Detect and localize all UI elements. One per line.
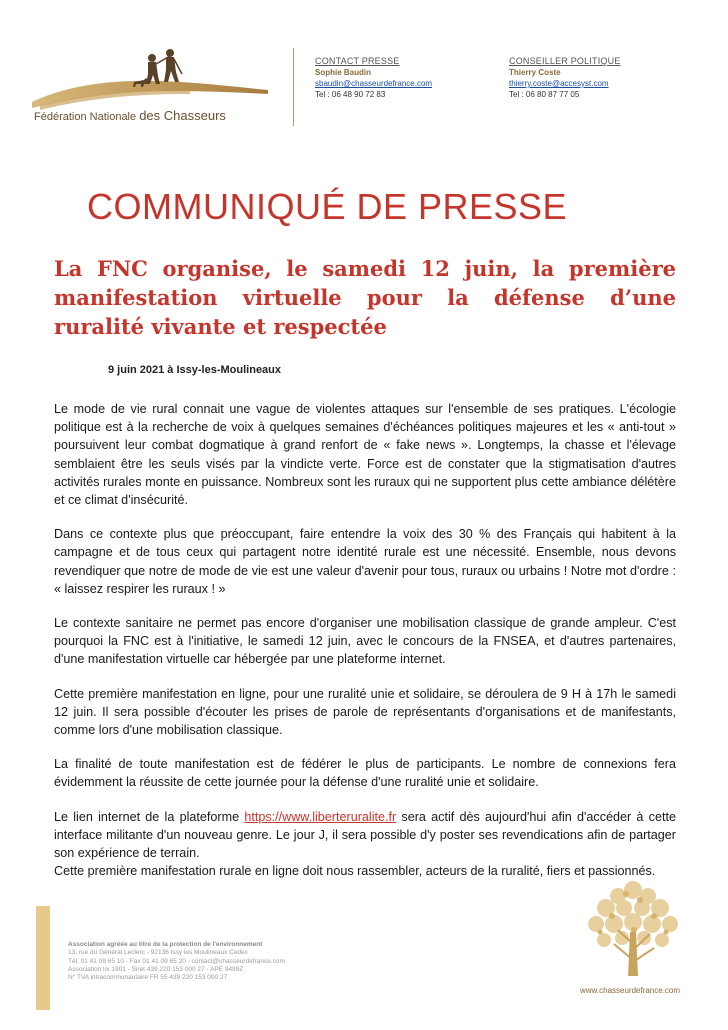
- headline: La FNC organise, le samedi 12 juin, la première manifestation virtuelle pour la défense d’une ruralité vivante et respectée: [54, 256, 676, 339]
- political-advisor-phone: Tel : 06 80 87 77 05: [509, 90, 580, 99]
- tree-emblem-icon: [574, 872, 692, 984]
- paragraph: Le mode de vie rural connait une vague de violentes attaques sur l'ensemble de ses pratiques. L'écologie politique est à la recherche de voix à quelques semaines d'échéances politiques majeures et les « anti-tout » poursuivent leur combat dogmatique à grand renfort de « fake news ». Longtemps, la chasse et l'élevage semblaient être les seuls visés par la vindicte verte. Force est de constater que la stigmatisation d'autres activités rurales monte en puissance. Nombreux sont les ruraux qui ne supportent plus cette ambiance délétère et ce climat d'insécurité.: [54, 402, 676, 508]
- paragraph: Le contexte sanitaire ne permet pas encore d'organiser une mobilisation classique de grande ampleur. C'est pourquoi la FNC est à l'initiative, le samedi 12 juin, avec le concours de la FNSEA, et d'autres partenaires, d'une manifestation virtuelle car hébergée par une plateforme internet.: [54, 616, 676, 667]
- political-advisor-email-link[interactable]: thierry.coste@accesyst.com: [509, 79, 609, 88]
- organization-name-main: des Chasseurs: [139, 108, 226, 123]
- press-contact-heading: CONTACT PRESSE: [315, 56, 400, 66]
- footer-line: Association loi 1901 - Siret 439 220 153 000 27 - APE 9499Z: [68, 965, 244, 973]
- footer-line: Tél. 01 41 09 65 10 - Fax 01 41 09 65 20 - contact@chasseurdefrance.com: [68, 957, 285, 965]
- dateline: 9 juin 2021 à Issy-les-Moulineaux: [108, 364, 282, 376]
- footer-line: 13, rue du Général Leclerc - 92136 Issy les Moulineaux Cedex: [68, 949, 248, 957]
- body-text: [54, 400, 676, 880]
- paragraph: La finalité de toute manifestation est de fédérer le plus de participants. Le nombre de connexions fera évidemment la réussite de cette journée pour la défense d'une ruralité unie et solidaire.: [54, 757, 676, 790]
- political-advisor-name: Thierry Coste: [509, 68, 561, 77]
- footer-line: Association agréée au titre de la protection de l'environnement: [68, 941, 263, 948]
- press-contact-phone: Tel : 06 48 90 72 83: [315, 90, 386, 99]
- link-paragraph-after: sera actif dès aujourd'hui afin d'accéder à cette interface militante d'un nouveau genre. Le jour J, il sera possible d'y poster ses revendications afin de partager son expérience de terrain.: [54, 809, 676, 861]
- press-contact-name: Sophie Baudin: [315, 68, 371, 77]
- footer-line: N° TVA intracommunautaire FR 55 439 220 153 000 27: [68, 974, 228, 982]
- political-advisor-heading: CONSEILLER POLITIQUE: [509, 56, 621, 66]
- paragraph: Cette première manifestation en ligne, pour une ruralité unie et solidaire, se déroulera de 9 H à 17h le samedi 12 juin. Il sera possible d'écouter les prises de parole de représentants d'organisations et de manifestants, comme lors d'une mobilisation classique.: [54, 686, 676, 738]
- website-link[interactable]: www.chasseurdefrance.com: [580, 986, 681, 995]
- link-paragraph-before: Le lien internet de la plateforme: [54, 809, 245, 824]
- footer-address: [68, 941, 285, 982]
- link-paragraph: [54, 808, 676, 863]
- press-contact-email-link[interactable]: sbaudin@chasseurdefrance.com: [315, 79, 433, 88]
- document-title: COMMUNIQUÉ DE PRESSE: [87, 186, 568, 227]
- press-contact-block: [315, 56, 432, 100]
- footer-accent-bar: [36, 906, 50, 1010]
- organization-prefix: Fédération Nationale: [34, 111, 137, 123]
- closing-paragraph: Cette première manifestation rurale en ligne doit nous rassembler, acteurs de la ruralité, fiers et passionnés.: [54, 864, 656, 879]
- header-divider: [293, 48, 294, 126]
- paragraph: Dans ce contexte plus que préoccupant, faire entendre la voix des 30 % des Français qui habitent à la campagne et de tous ceux qui partagent notre identité rurale est une nécessité. Ensemble, nous devons revendiquer que notre de mode de vie est une valeur d'avenir pour tous, ruraux ou urbains ! Notre mot d'ordre : « laissez respirer les ruraux ! »: [54, 527, 676, 596]
- organization-name: [34, 108, 226, 123]
- political-advisor-block: [509, 56, 621, 100]
- hunters-silhouette-icon: [30, 44, 270, 114]
- platform-link[interactable]: https://www.liberteruralite.fr: [244, 809, 397, 824]
